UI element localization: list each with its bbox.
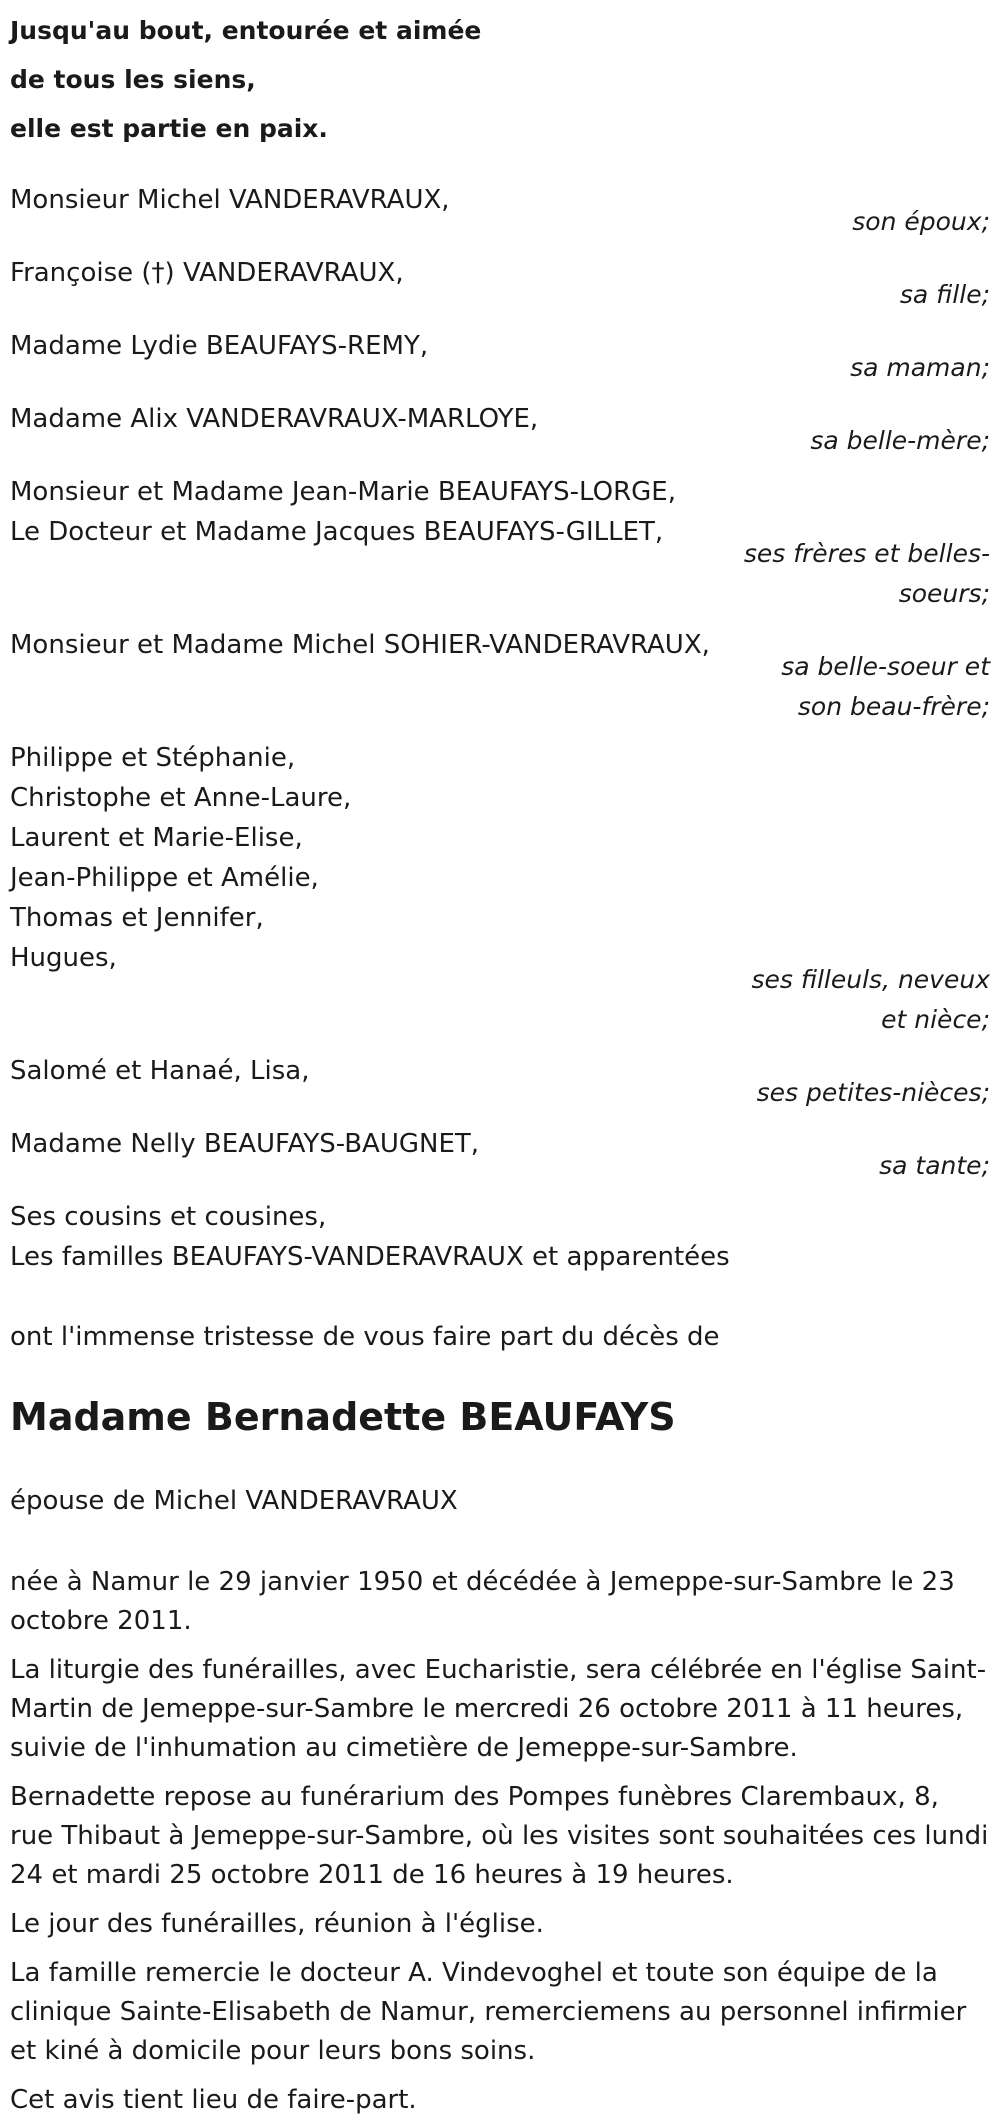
family-entry-in-laws — [10, 625, 990, 727]
family-entry-husband — [10, 180, 990, 242]
family-name: Laurent et Marie-Elise, — [10, 823, 303, 853]
intro-line: elle est partie en paix. — [10, 114, 328, 143]
closing-line: Les familles BEAUFAYS-VANDERAVRAUX et apparentées — [10, 1242, 730, 1272]
deceased-name: Madame Bernadette BEAUFAYS — [10, 1395, 676, 1439]
family-name: Monsieur et Madame Michel SOHIER-VANDERAVRAUX, — [10, 630, 710, 660]
thanks-paragraph: La famille remercie le docteur A. Vindevoghel et toute son équipe de la clinique Sainte-Elisabeth de Namur, remerciemens au personnel infirmier et kiné à domicile pour leurs bons soins. — [10, 1958, 967, 2066]
closing-line: Ses cousins et cousines, — [10, 1202, 327, 1232]
family-name: Thomas et Jennifer, — [10, 903, 264, 933]
family-entry-daughter — [10, 253, 990, 315]
funeral-liturgy-paragraph: La liturgie des funérailles, avec Eucharistie, sera célébrée en l'église Saint-Martin de Jemeppe-sur-Sambre le mercredi 26 octobre 2011 à 11 heures, suivie de l'inhumation au cimetière de Jemeppe-sur-Sambre. — [10, 1655, 987, 1763]
family-name: Hugues, — [10, 943, 117, 973]
family-name: Madame Nelly BEAUFAYS-BAUGNET, — [10, 1129, 480, 1159]
family-name: Madame Alix VANDERAVRAUX-MARLOYE, — [10, 404, 539, 434]
birth-death-paragraph: née à Namur le 29 janvier 1950 et décédée à Jemeppe-sur-Sambre le 23 octobre 2011. — [10, 1567, 955, 1636]
family-list — [10, 180, 990, 1277]
family-closing-lines — [10, 1197, 990, 1277]
family-name: Monsieur Michel VANDERAVRAUX, — [10, 185, 450, 215]
family-entry-aunt — [10, 1124, 990, 1186]
family-name: Christophe et Anne-Laure, — [10, 783, 352, 813]
family-relation: ses frères et belles-soeurs; — [743, 539, 990, 608]
family-name: Philippe et Stéphanie, — [10, 743, 296, 773]
family-name: Le Docteur et Madame Jacques BEAUFAYS-GILLET, — [10, 517, 664, 547]
announcement-text: ont l'immense tristesse de vous faire part du décès de — [10, 1322, 720, 1352]
family-relation: sa belle-soeur et son beau-frère; — [781, 652, 990, 721]
family-entry-godchildren — [10, 738, 990, 1040]
family-relation: sa belle-mère; — [810, 426, 990, 455]
family-relation: ses petites-nièces; — [756, 1078, 990, 1107]
intro-line: Jusqu'au bout, entourée et aimée — [10, 16, 482, 45]
family-name: Madame Lydie BEAUFAYS-REMY, — [10, 331, 429, 361]
family-name: Jean-Philippe et Amélie, — [10, 863, 319, 893]
spouse-line: épouse de Michel VANDERAVRAUX — [10, 1486, 458, 1516]
funerarium-paragraph: Bernadette repose au funérarium des Pompes funèbres Clarembaux, 8, rue Thibaut à Jemeppe-sur-Sambre, où les visites sont souhaitées ces lundi 24 et mardi 25 octobre 2011 de 16 heures à 19 heures. — [10, 1782, 989, 1890]
family-entry-grandnieces — [10, 1051, 990, 1113]
family-relation: son époux; — [852, 207, 990, 236]
family-relation: sa fille; — [899, 280, 990, 309]
family-entry-mother-in-law — [10, 399, 990, 461]
family-entry-siblings — [10, 472, 990, 614]
family-name: Françoise (†) VANDERAVRAUX, — [10, 258, 404, 288]
family-name: Monsieur et Madame Jean-Marie BEAUFAYS-LORGE, — [10, 477, 676, 507]
gathering-paragraph: Le jour des funérailles, réunion à l'église. — [10, 1909, 544, 1939]
intro-line: de tous les siens, — [10, 65, 256, 94]
family-relation: sa maman; — [850, 353, 990, 382]
family-relation: sa tante; — [879, 1151, 990, 1180]
family-entry-mother — [10, 326, 990, 388]
intro-verse — [10, 6, 1000, 153]
family-relation: ses filleuls, neveux et nièce; — [751, 965, 990, 1034]
family-name: Salomé et Hanaé, Lisa, — [10, 1056, 310, 1086]
notice-paragraph: Cet avis tient lieu de faire-part. — [10, 2085, 417, 2115]
